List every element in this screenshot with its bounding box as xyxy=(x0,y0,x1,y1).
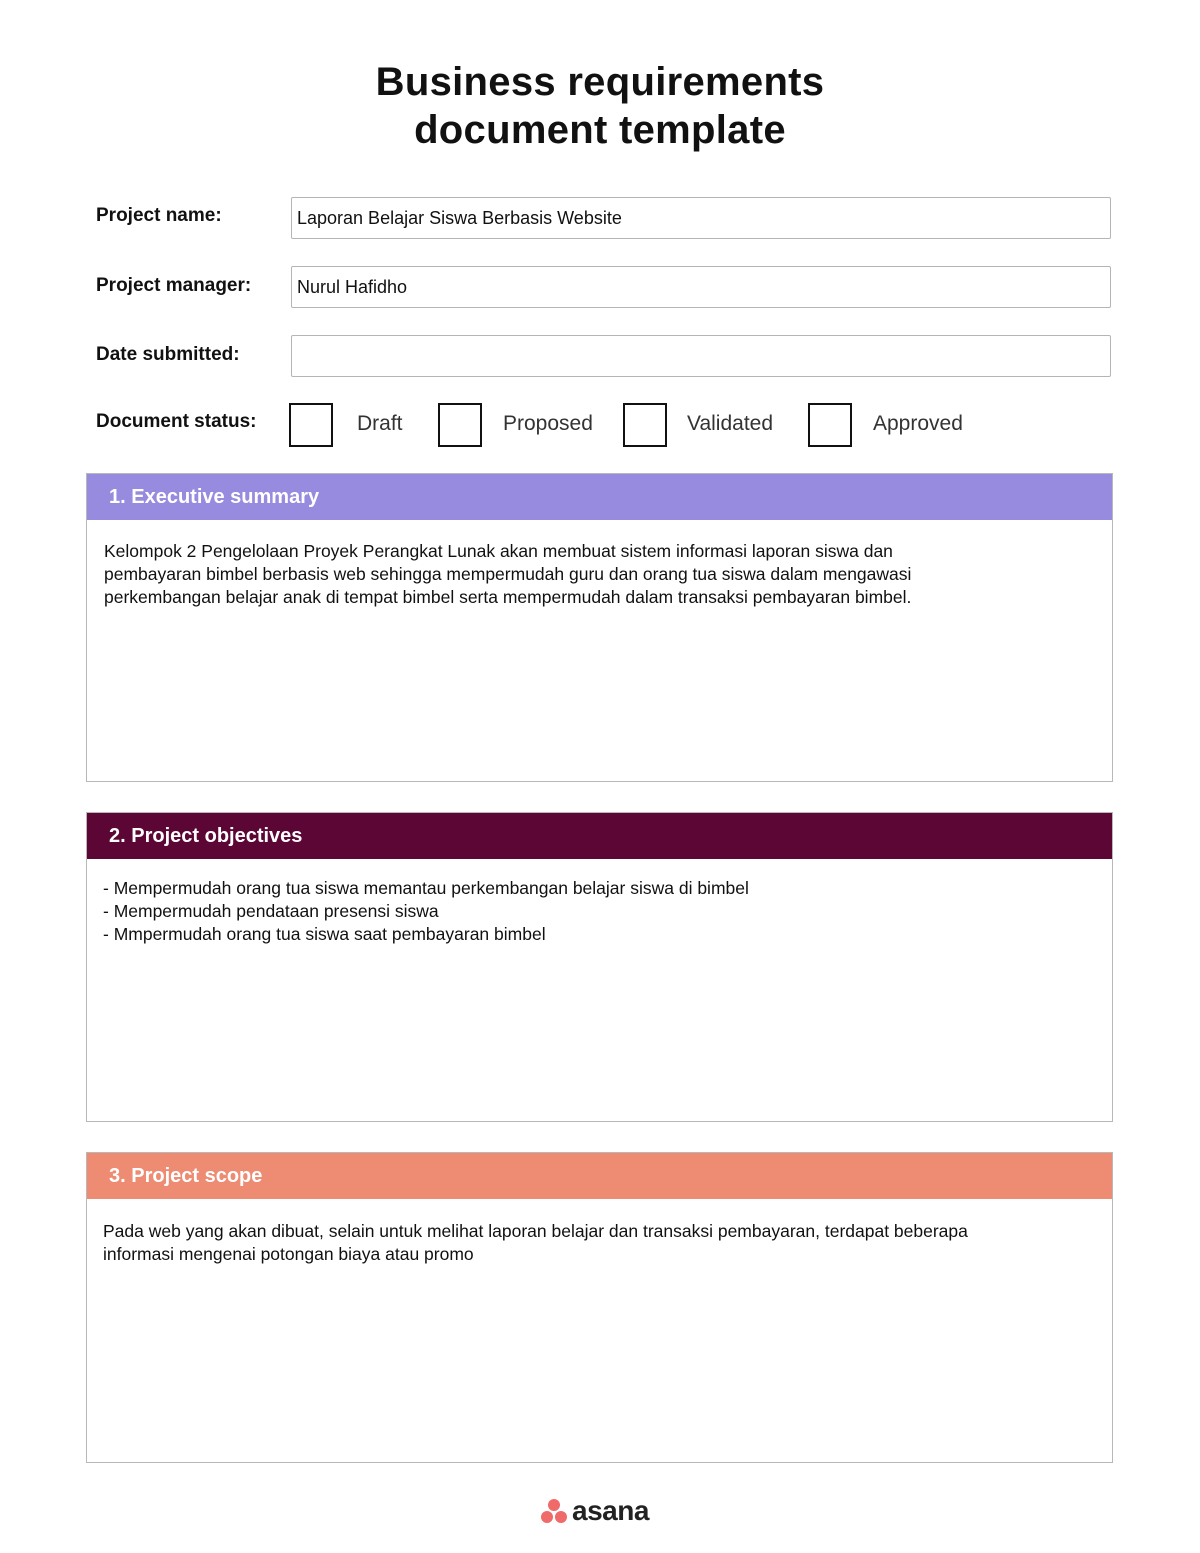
page-title xyxy=(0,58,1200,154)
page-title-line-2: document template xyxy=(414,108,786,152)
project-name-input[interactable]: Laporan Belajar Siswa Berbasis Website xyxy=(291,197,1111,239)
asana-logo xyxy=(540,1496,649,1526)
date-submitted-input[interactable] xyxy=(291,335,1111,377)
executive-summary-header: 1. Executive summary xyxy=(87,474,1112,520)
status-draft-label: Draft xyxy=(357,412,403,435)
project-scope-body[interactable] xyxy=(87,1199,1112,1266)
project-manager-label: Project manager: xyxy=(96,275,252,296)
asana-logo-text: asana xyxy=(572,1495,649,1526)
executive-summary-line: pembayaran bimbel berbasis web sehingga mempermudah guru dan orang tua siswa dalam mengawasi xyxy=(104,564,912,584)
status-proposed-label: Proposed xyxy=(503,412,593,435)
executive-summary-line: perkembangan belajar anak di tempat bimbel serta mempermudah dalam transaksi pembayaran bimbel. xyxy=(104,587,912,607)
page-title-line-1: Business requirements xyxy=(375,60,825,104)
project-manager-input[interactable]: Nurul Hafidho xyxy=(291,266,1111,308)
executive-summary-section xyxy=(86,473,1113,782)
project-scope-section xyxy=(86,1152,1113,1463)
project-scope-line: informasi mengenai potongan biaya atau promo xyxy=(103,1244,474,1264)
status-validated-label: Validated xyxy=(687,412,774,435)
status-approved-label: Approved xyxy=(873,412,963,435)
project-scope-header: 3. Project scope xyxy=(87,1153,1112,1199)
date-submitted-label: Date submitted: xyxy=(96,344,240,365)
project-objectives-line: - Mempermudah orang tua siswa memantau perkembangan belajar siswa di bimbel xyxy=(103,878,749,898)
executive-summary-body[interactable] xyxy=(87,520,1112,609)
status-approved-checkbox[interactable] xyxy=(808,403,852,447)
project-objectives-section xyxy=(86,812,1113,1122)
project-objectives-line: - Mempermudah pendataan presensi siswa xyxy=(103,901,439,921)
project-objectives-line: - Mmpermudah orang tua siswa saat pembayaran bimbel xyxy=(103,924,546,944)
project-name-label: Project name: xyxy=(96,205,222,226)
project-scope-line: Pada web yang akan dibuat, selain untuk melihat laporan belajar dan transaksi pembayaran, terdapat beberapa xyxy=(103,1221,968,1241)
asana-dots-icon xyxy=(540,1497,568,1525)
status-proposed-checkbox[interactable] xyxy=(438,403,482,447)
executive-summary-line: Kelompok 2 Pengelolaan Proyek Perangkat Lunak akan membuat sistem informasi laporan siswa dan xyxy=(104,541,893,561)
document-status-label: Document status: xyxy=(96,411,257,432)
status-validated-checkbox[interactable] xyxy=(623,403,667,447)
status-draft-checkbox[interactable] xyxy=(289,403,333,447)
project-objectives-header: 2. Project objectives xyxy=(87,813,1112,859)
project-objectives-body[interactable] xyxy=(87,859,1112,946)
